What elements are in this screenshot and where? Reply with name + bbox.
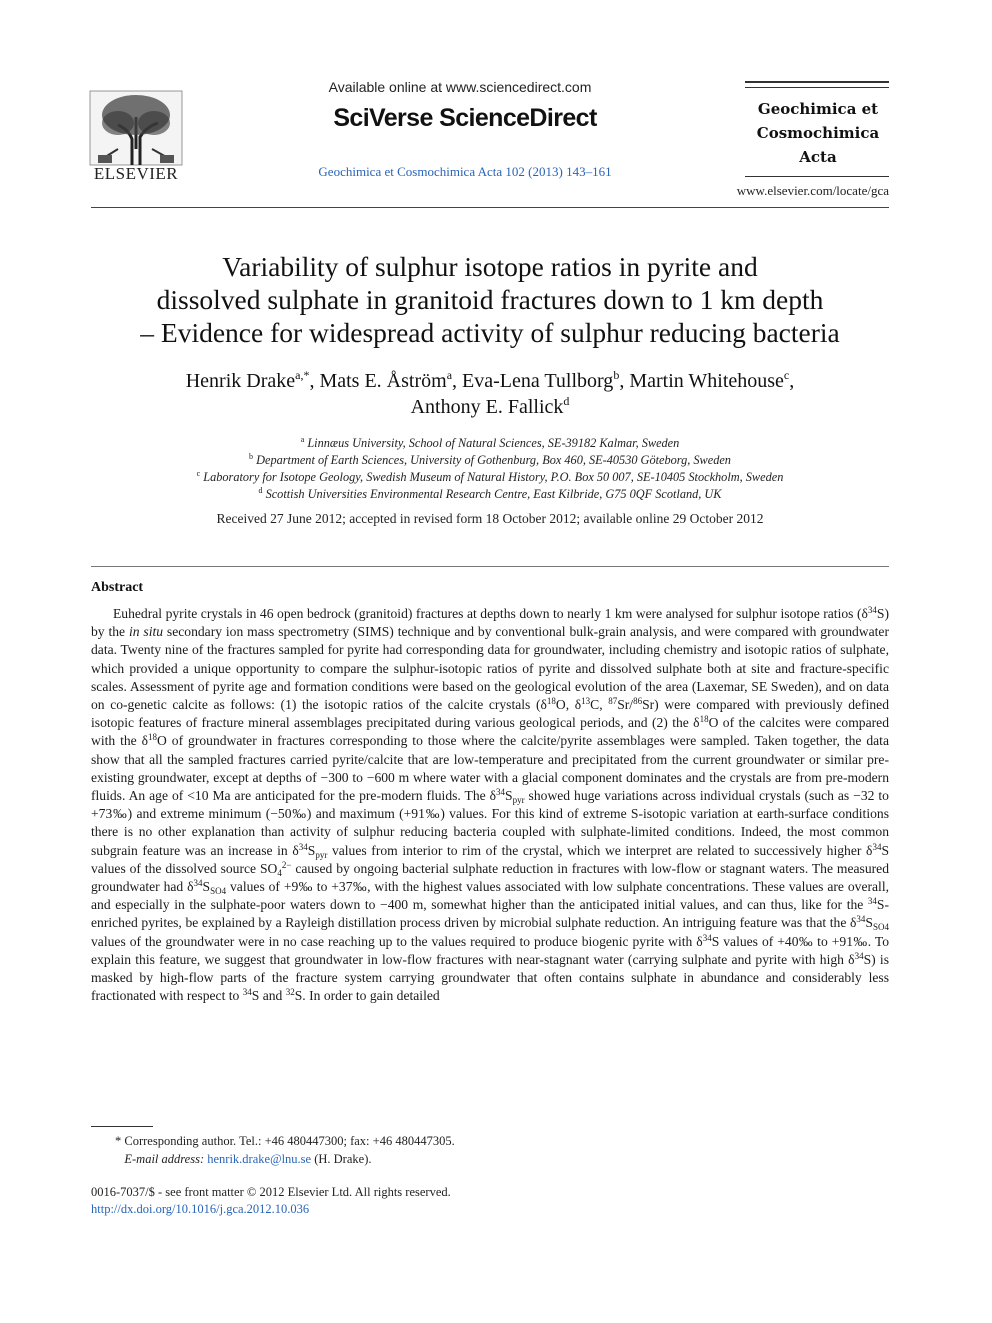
journal-homepage-link[interactable]: www.elsevier.com/locate/gca bbox=[736, 183, 889, 198]
affiliation-mark: b bbox=[249, 452, 254, 461]
corresponding-author-text: Corresponding author. Tel.: +46 480447300; fax: +46 480447305. bbox=[124, 1134, 455, 1148]
corresponding-author-footnote bbox=[91, 1132, 889, 1168]
author-separator: , bbox=[452, 370, 463, 392]
affiliation-text: Department of Earth Sciences, University of Gothenburg, Box 460, SE-40530 Göteborg, Sweden bbox=[256, 453, 731, 467]
sciencedirect-brand: SciVerse ScienceDirect bbox=[333, 104, 597, 132]
journal-name-line: Geochimica et bbox=[757, 100, 879, 118]
affiliation-mark: a bbox=[300, 435, 305, 444]
affiliation-line bbox=[91, 435, 889, 452]
author-name[interactable]: Martin Whitehouse bbox=[629, 370, 784, 392]
author-list bbox=[91, 368, 889, 420]
author-name[interactable]: Henrik Drake bbox=[185, 370, 296, 392]
affiliation-line bbox=[91, 469, 889, 486]
journal-rule-top-thin bbox=[745, 87, 889, 88]
author-separator: , bbox=[309, 370, 320, 392]
article-title bbox=[91, 250, 889, 349]
email-label: E-mail address: bbox=[124, 1152, 205, 1166]
author-separator: , bbox=[789, 370, 795, 392]
affiliation-text: Scottish Universities Environmental Research Centre, East Kilbride, G75 0QF Scotland, UK bbox=[265, 487, 722, 501]
author-affiliation-mark[interactable]: b bbox=[613, 368, 620, 382]
issn-line: 0016-7037/$ - see front matter © 2012 Elsevier Ltd. All rights reserved. bbox=[91, 1185, 451, 1199]
author-affiliation-mark[interactable]: d bbox=[563, 394, 570, 408]
affiliation-text: Laboratory for Isotope Geology, Swedish Museum of Natural History, P.O. Box 50 007, SE-10405 Stockholm, Sweden bbox=[203, 470, 784, 484]
doi-link[interactable]: http://dx.doi.org/10.1016/j.gca.2012.10.036 bbox=[91, 1202, 310, 1216]
author-name[interactable]: Anthony E. Fallick bbox=[410, 396, 564, 418]
affiliation-mark: d bbox=[258, 486, 263, 495]
author-affiliation-mark[interactable]: c bbox=[783, 368, 790, 382]
journal-rule-bottom bbox=[745, 176, 889, 177]
email-link[interactable]: henrik.drake@lnu.se bbox=[207, 1152, 312, 1166]
author-affiliation-mark[interactable]: a,* bbox=[295, 368, 310, 382]
journal-rule-top bbox=[745, 81, 889, 83]
header-divider bbox=[91, 207, 889, 208]
email-suffix: (H. Drake). bbox=[314, 1152, 372, 1166]
journal-citation-link[interactable]: Geochimica et Cosmochimica Acta 102 (2013) 143–161 bbox=[318, 164, 612, 179]
author-separator: , bbox=[619, 370, 630, 392]
journal-name-line: Cosmochimica bbox=[756, 124, 880, 142]
footnote-mark: * bbox=[115, 1134, 122, 1148]
title-line: – Evidence for widespread activity of sulphur reducing bacteria bbox=[140, 317, 840, 348]
available-online-text: Available online at www.sciencedirect.com bbox=[328, 79, 592, 95]
footnote-line bbox=[91, 1132, 889, 1150]
abstract-body bbox=[91, 605, 889, 1005]
author-affiliation-mark[interactable]: a bbox=[446, 368, 453, 382]
title-line: dissolved sulphate in granitoid fractures down to 1 km depth bbox=[156, 284, 824, 315]
affiliation-text: Linnæus University, School of Natural Sciences, SE-39182 Kalmar, Sweden bbox=[307, 436, 680, 450]
footnote-rule bbox=[91, 1126, 153, 1127]
publisher-name: ELSEVIER bbox=[93, 164, 179, 183]
footnote-line bbox=[91, 1150, 889, 1168]
author-name[interactable]: Mats E. Åström bbox=[319, 370, 447, 392]
author-name[interactable]: Eva-Lena Tullborg bbox=[462, 370, 614, 392]
copyright-block bbox=[91, 1184, 889, 1218]
article-history: Received 27 June 2012; accepted in revised form 18 October 2012; available online 29 October 2012 bbox=[216, 511, 764, 526]
abstract-paragraph: Euhedral pyrite crystals in 46 open bedrock (granitoid) fractures at depths down to nearly 1 km were analysed for sulphur isotope ratios $(\delta^{34}S)$ by the in situ secondary ion mass spectrometry (SIMS) technique and by conventional bulk-grain analysis, and were compared with groundwater data. Twenty nine of the fractures sampled for pyrite had corresponding data for groundwater, including chemistry and isotopic ratios of sulphate, which provided a unique opportunity to compare the sulphur-isotopic ratios of pyrite and dissolved sulphate both at site and fracture-specific scales. Assessment of pyrite age and formation conditions were based on the geological evolution of the area (Laxemar, SE Sweden), and on data on co-genetic calcite as follows: (1) the isotopic ratios of the calcite crystals ($\delta^{18}O$, $\delta^{13}C$, $^{87}$Sr/$^{86}$Sr) were compared with previously defined isotopic features of fracture mineral assemblages precipitated during various geological periods, and (2) the $\delta^{18}O$ of the calcites were compared with the $\delta^{18}O$ of groundwater in fractures corresponding to those where the calcite/pyrite assemblages were sampled. Taken together, the data show that all the sampled fractures carried pyrite/calcite that are low-temperature and precipitated from the current groundwater or similar pre-existing groundwater, except at depths of −300 to −600 m where water with a glacial component dominates and the crystals are from pre-modern fluids. An age of <10 Ma are anticipated for the pre-modern fluids. The $\delta^{34}S_{pyr}$ showed huge variations across individual crystals (such as −32 to +73‰) and extreme minimum (−50‰) and maximum (+91‰) values. For this kind of extreme S-isotopic variation at earth-surface conditions there is no other explanation than activity of sulphur reducing bacteria coupled with sulphate-limited conditions. Indeed, the most common subgrain feature was an increase in $\delta^{34}S_{pyr}$ values from interior to rim of the crystal, which we interpret are related to successively higher $\delta^{34}S$ values of the dissolved source $SO_4^{2-}$ caused by ongoing bacterial sulphate reduction in fractures with low-flow or stagnant waters. The measured groundwater had $\delta^{34}S_{SO4}$ values of +9‰ to +37‰, with the highest values associated with low sulphate concentrations. These values are overall, and especially in the sulphate-poor waters down to −400 m, somewhat higher than the anticipated initial values, and can thus, like for the $^{34}$S-enriched pyrites, be explained by a Rayleigh distillation process driven by microbial sulphate reduction. An intriguing feature was that the $\delta^{34}S_{SO4}$ values of the groundwater were in no case reaching up to the values required to produce biogenic pyrite with $\delta^{34}S$ values of +40‰ to +91‰. To explain this feature, we suggest that groundwater in low-flow fractures with near-stagnant water (carrying sulphate and pyrite with high $\delta^{34}S$) is masked by high-flow parts of the fracture system carrying groundwater that often contains sulphate in abundance and considerably less fractionated with respect to $^{34}$S and $^{32}$S. In order to gain detailed bbox=[91, 605, 890, 1004]
affiliation-line bbox=[91, 486, 889, 503]
journal-name-line: Acta bbox=[799, 148, 837, 166]
section-divider bbox=[91, 566, 889, 567]
affiliations bbox=[91, 435, 889, 503]
journal-name bbox=[733, 97, 903, 169]
affiliation-mark: c bbox=[196, 469, 201, 478]
affiliation-line bbox=[91, 452, 889, 469]
title-line: Variability of sulphur isotope ratios in pyrite and bbox=[222, 251, 758, 282]
abstract-heading: Abstract bbox=[91, 580, 144, 595]
